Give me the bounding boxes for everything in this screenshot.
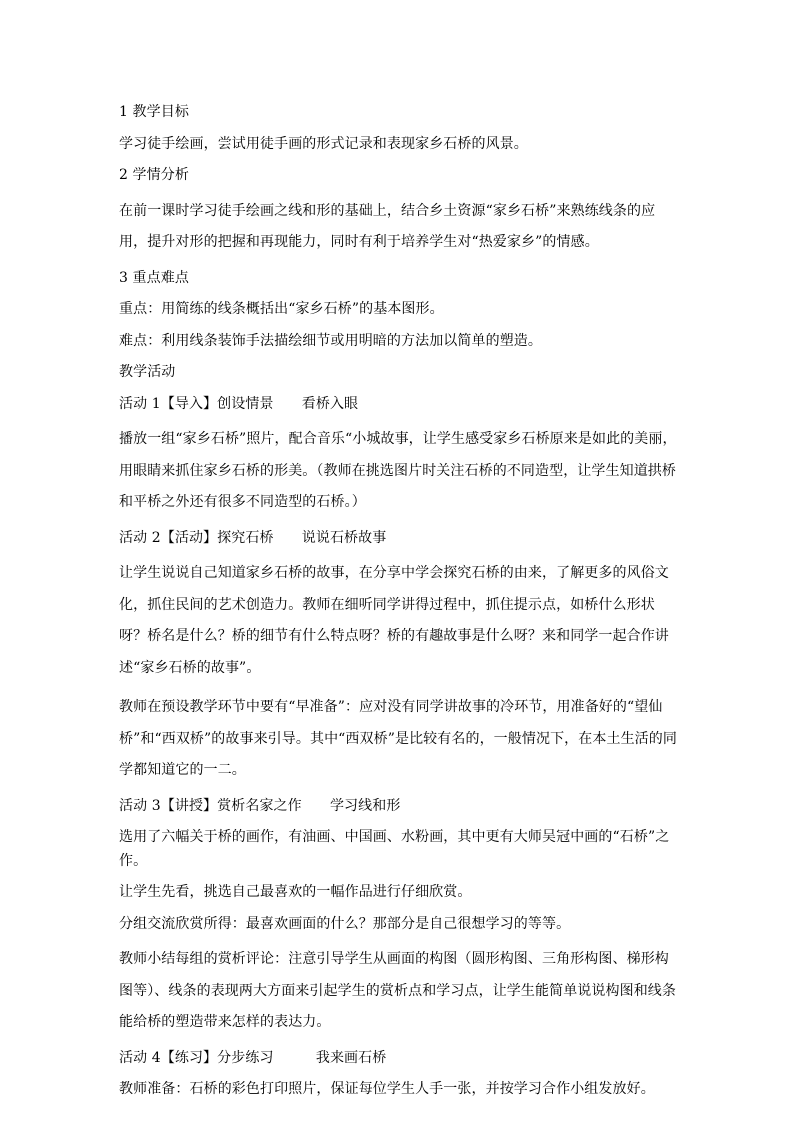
activity-1-heading: 活动 1【导入】创设情景 看桥入眼 [119,395,359,412]
activity-4-paragraph-1: 教师准备：石桥的彩色打印照片，保证每位学生人手一张，并按学习合作小组发放好。 [119,1081,655,1097]
activity-3-paragraph-1: 选用了六幅关于桥的画作，有油画、中国画、水粉画，其中更有大师吴冠中画的“石桥”之作。 [119,829,670,869]
paragraph-difficult-point: 难点：利用线条装饰手法描绘细节或用明暗的方法加以简单的塑造。 [119,332,542,349]
activity-4-heading: 活动 4【练习】分步练习 我来画石桥 [119,1049,387,1066]
paragraph-goals: 学习徒手绘画，尝试用徒手画的形式记录和表现家乡石桥的风景。 [119,135,528,152]
activity-2-paragraph-1: 让学生说说自己知道家乡石桥的故事，在分享中学会探究石桥的由来，了解更多的风俗文化，抓住民间的艺术创造力。教师在细听同学讲得过程中，抓住提示点，如桥什么形状呀？桥名是什么？桥的细节有什么特点呀？桥的有趣故事是什么呀？来和同学一起合作讲述“家乡石桥的故事”。 [119,565,669,676]
section-heading-learning-analysis: 2 学情分析 [119,167,189,183]
activity-3-paragraph-4: 教师小结每组的赏析评论：注意引导学生从画面的构图（圆形构图、三角形构图、梯形构图等）、线条的表现两大方面来引起学生的赏析点和学习点，让学生能简单说说构图和线条能给桥的塑造带来怎样的表达力。 [119,951,676,1030]
document-body [119,101,679,1110]
activity-3-heading: 活动 3【讲授】赏析名家之作 学习线和形 [119,797,401,814]
activity-2-heading: 活动 2【活动】探究石桥 说说石桥故事 [119,529,387,546]
activity-3-paragraph-2: 让学生先看，挑选自己最喜欢的一幅作品进行仔细欣赏。 [119,884,472,900]
section-heading-key-points: 3 重点难点 [119,269,189,286]
section-heading-activities: 教学活动 [119,364,176,380]
activity-1-paragraph: 播放一组“家乡石桥”照片，配合音乐“小城故事，让学生感受家乡石桥原来是如此的美丽，用眼睛来抓住家乡石桥的形美。（教师在挑选图片时关注石桥的不同造型，让学生知道拱桥和平桥之外还有很多不同造型的石桥。） [119,431,677,510]
activity-3-paragraph-3: 分组交流欣赏所得：最喜欢画面的什么？那部分是自己很想学习的等等。 [119,915,571,932]
paragraph-learning-analysis: 在前一课时学习徒手绘画之线和形的基础上，结合乡土资源“家乡石桥”来熟练线条的应用，提升对形的把握和再现能力，同时有利于培养学生对“热爱家乡”的情感。 [119,202,656,250]
section-heading-teaching-goals: 1 教学目标 [119,104,189,120]
paragraph-key-point: 重点：用简练的线条概括出“家乡石桥”的基本图形。 [119,301,444,317]
activity-2-paragraph-2: 教师在预设教学环节中要有“早准备”：应对没有同学讲故事的冷环节，用准备好的“望仙桥”和“西双桥”的故事来引导。其中“西双桥”是比较有名的，一般情况下，在本土生活的同学都知道它的一二。 [119,699,677,778]
